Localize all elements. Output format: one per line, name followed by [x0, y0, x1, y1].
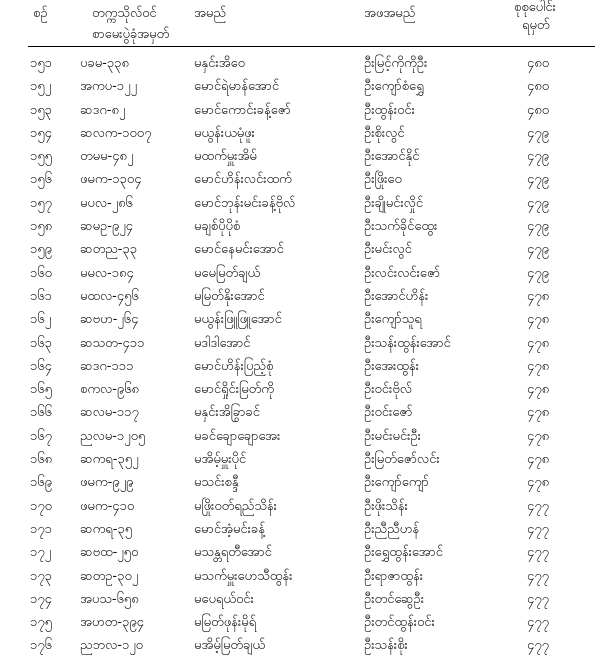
- row-name: မယွန်းဖြူဖြူအောင်: [194, 312, 282, 328]
- table-row: [0, 168, 615, 191]
- row-exam-id: ဆဒဂ-၈၂: [80, 102, 126, 118]
- row-total-score: ၄၇၈: [527, 358, 550, 374]
- row-exam-id: အဟတ-၃၉၄: [80, 615, 144, 631]
- row-total-score: ၄၇၉: [527, 125, 549, 141]
- table-row: [0, 308, 615, 331]
- row-total-score: ၄၈၀: [527, 79, 550, 95]
- row-exam-id: ဆကရ-၃၅၂: [80, 452, 139, 468]
- row-father-name: ဦးမြင့်ကိုကိုဦး: [364, 56, 428, 71]
- row-total-score: ၄၇၉: [527, 195, 549, 211]
- row-name: မောင်အံ့မင်းခန့်: [194, 521, 265, 537]
- row-total-score: ၄၇၉: [527, 149, 549, 165]
- row-number: ၁၆၄: [30, 358, 52, 374]
- table-row: [0, 588, 615, 611]
- row-number: ၁၅၆: [30, 172, 52, 188]
- table-row: [0, 471, 615, 494]
- row-name: မောင်နေမင်းအောင်: [194, 242, 284, 258]
- row-exam-id: ဆကရ-၃၅: [80, 521, 133, 537]
- table-row: [0, 285, 615, 308]
- table-row: [0, 448, 615, 471]
- row-father-name: ဦးရာဇာထွန်း: [364, 568, 423, 584]
- row-exam-id: တမမ-၄၈၂: [80, 149, 134, 165]
- row-name: မသက်မှူးဟေသီထွန်း: [194, 568, 293, 584]
- row-name: မချစ်ပိုပိုစံ: [194, 219, 241, 235]
- header-father-name: အဖအမည်: [364, 6, 416, 21]
- table-row: [0, 634, 615, 657]
- table-row: [0, 75, 615, 98]
- row-father-name: ဦးဖြိုးဝေ: [364, 172, 402, 188]
- row-exam-id: ဆလက-၁၀၀၇: [80, 125, 152, 141]
- row-name: မယွန်းယမုံဖူး: [194, 125, 255, 141]
- row-exam-id: ဖမက-၁၃၀၄: [80, 172, 142, 188]
- row-total-score: ၄၇၇: [527, 545, 549, 561]
- row-total-score: ၄၇၈: [527, 382, 550, 398]
- row-father-name: ဦးကျော်စံရွှေ: [364, 79, 424, 95]
- row-name: မောင်ကောင်းခန့်ဇော်: [194, 102, 291, 118]
- row-father-name: ဦးကျော်သူရ: [364, 312, 422, 328]
- row-total-score: ၄၇၇: [527, 568, 549, 584]
- row-exam-id: ဆတဥ-၃၀၂: [80, 568, 139, 584]
- row-total-score: ၄၇၈: [527, 312, 550, 328]
- row-number: ၁၅၇: [30, 195, 52, 211]
- table-row: [0, 378, 615, 401]
- row-name: မောင်ရဲမာန်အောင်: [194, 79, 280, 95]
- row-exam-id: ဆလမ-၁၁၇: [80, 405, 139, 421]
- row-name: မမြတ်ဖုန်းမိုရ်: [194, 615, 257, 631]
- table-row: [0, 145, 615, 168]
- row-father-name: ဦးမင်းမင်းဦး: [364, 428, 421, 444]
- row-father-name: ဦးညီညီဟန်: [364, 521, 420, 537]
- row-number: ၁၆၈: [30, 452, 53, 468]
- row-total-score: ၄၇၉: [527, 172, 549, 188]
- row-name: မသန္တရတီအောင်: [194, 545, 272, 561]
- row-exam-id: ဆဗထ-၂၅၀: [80, 545, 139, 561]
- row-name: မောင်ဟိန်းပြည့်စုံ: [194, 358, 274, 374]
- header-total-line1: စုစုပေါင်း: [514, 0, 556, 15]
- row-exam-id: ဆသတ-၄၁၁: [80, 335, 145, 351]
- header-exam-id-line2: စာမေးပွဲခုံအမှတ်: [92, 27, 170, 42]
- row-name: မနှင်းအိဝေ: [194, 56, 245, 71]
- row-total-score: ၄၈၀: [527, 102, 550, 118]
- row-total-score: ၄၇၈: [527, 452, 550, 468]
- row-name: မထက်မှူးအိမ်: [194, 149, 257, 165]
- row-exam-id: ညလမ-၁၂၀၅: [80, 428, 146, 444]
- row-name: မခင်ချောချောအေး: [194, 428, 281, 444]
- row-name: မအိမ့်မှူးပိုင်: [194, 452, 247, 468]
- row-number: ၁၇၁: [30, 521, 52, 537]
- table-row: [0, 425, 615, 448]
- table-row: [0, 541, 615, 564]
- row-total-score: ၄၇၇: [527, 615, 549, 631]
- table-row: [0, 611, 615, 634]
- row-exam-id: အပသ-၆၅၈: [80, 591, 139, 607]
- row-father-name: ဦးသန်းထွန်းအောင်: [364, 335, 451, 351]
- row-number: ၁၅၉: [30, 242, 52, 258]
- row-name: မောင်ဟိန်းလင်းထက်: [194, 172, 292, 188]
- row-number: ၁၆၁: [30, 288, 52, 304]
- row-exam-id: စကလ-၉၆၈: [80, 382, 139, 398]
- row-total-score: ၄၇၈: [527, 475, 550, 491]
- row-father-name: ဦးအေးထွန်း: [364, 358, 419, 374]
- row-total-score: ၄၇၇: [527, 591, 549, 607]
- row-number: ၁၇၀: [30, 498, 52, 514]
- row-total-score: ၄၇၇: [527, 498, 549, 514]
- row-father-name: ဦးဝင်းဇော်: [364, 405, 413, 421]
- row-father-name: ဦးဝင်းဗိုလ်: [364, 382, 412, 398]
- row-exam-id: ပခမ-၃၃၈: [80, 56, 129, 71]
- row-exam-id: ဆမဥ-၉၂၄: [80, 219, 133, 235]
- row-exam-id: မမလ-၁၈၄: [80, 265, 134, 281]
- row-father-name: ဦးအောင်နိုင်: [364, 149, 420, 165]
- table-row: [0, 122, 615, 145]
- row-exam-id: ဆတည-၃၃: [80, 242, 138, 258]
- row-total-score: ၄၇၈: [527, 428, 550, 444]
- row-number: ၁၆၃: [30, 335, 52, 351]
- row-exam-id: မပလ-၂၈၆: [80, 195, 133, 211]
- row-total-score: ၄၈၀: [527, 56, 550, 71]
- row-father-name: ဦးလင်းလင်းဇော်: [364, 265, 441, 281]
- row-father-name: ဦးမြတ်ဇော်လင်း: [364, 452, 440, 468]
- row-exam-id: ဖမက-၄၁၀: [80, 498, 135, 514]
- row-exam-id: မထလ-၄၅၆: [80, 288, 139, 304]
- row-number: ၁၆၂: [30, 312, 52, 328]
- row-name: မဒါဒါအောင်: [194, 335, 251, 351]
- row-name: မနှင်းအိခြွာခင်: [194, 405, 260, 421]
- row-number: ၁၅၈: [30, 219, 53, 235]
- row-total-score: ၄၇၈: [527, 335, 550, 351]
- table-row: [0, 518, 615, 541]
- table-row: [0, 401, 615, 424]
- row-father-name: ဦးစိုးလွင်: [364, 125, 405, 141]
- table-row: [0, 52, 615, 75]
- table-row: [0, 565, 615, 588]
- row-father-name: ဦးဖိုးသိန်း: [364, 498, 408, 514]
- table-row: [0, 99, 615, 122]
- header-exam-id-line1: တက္ကသိုလ်ဝင်: [92, 6, 157, 21]
- row-father-name: ဦးချိုမင်းလှိုင်: [364, 195, 424, 211]
- row-name: မသင်းစန္ဒီ: [194, 475, 239, 491]
- table-row: [0, 262, 615, 285]
- row-total-score: ၄၇၉: [527, 265, 549, 281]
- row-exam-id: ဆဗဟ-၂၆၄: [80, 312, 139, 328]
- header-divider: [28, 46, 595, 47]
- row-exam-id: ညဘလ-၁၂၀: [80, 638, 143, 654]
- table-body: [0, 52, 615, 658]
- row-father-name: ဦးကျော်ကျော်: [364, 475, 429, 491]
- row-father-name: ဦးထွန်းဝင်း: [364, 102, 415, 118]
- table-row: [0, 355, 615, 378]
- row-total-score: ၄၇၇: [527, 638, 549, 654]
- row-number: ၁၅၃: [30, 102, 52, 118]
- row-number: ၁၅၂: [30, 79, 52, 95]
- table-row: [0, 238, 615, 261]
- row-father-name: ဦးသက်ခိုင်ထွေး: [364, 219, 438, 235]
- row-father-name: ဦးမင်းလွင်: [364, 242, 412, 258]
- row-total-score: ၄၇၉: [527, 242, 549, 258]
- row-father-name: ဦးအောင်ဟိန်း: [364, 288, 429, 304]
- header-no: စဉ်: [33, 6, 48, 21]
- row-name: မပေရယ်ဝင်း: [194, 591, 254, 607]
- row-number: ၁၇၅: [30, 615, 52, 631]
- header-total-line2: ရမှတ်: [522, 18, 550, 33]
- row-number: ၁၆၆: [30, 405, 52, 421]
- row-total-score: ၄၇၇: [527, 521, 549, 537]
- row-number: ၁၆၀: [30, 265, 52, 281]
- row-name: မောင်ဘုန်းမင်းခန့်ဗိုလ်: [194, 195, 296, 211]
- row-total-score: ၄၇၈: [527, 405, 550, 421]
- row-number: ၁၇၄: [30, 591, 52, 607]
- header-name: အမည်: [194, 6, 226, 21]
- row-name: မမေမြတ်ချယ်: [194, 265, 261, 281]
- row-number: ၁၇၆: [30, 638, 52, 654]
- row-number: ၁၇၃: [30, 568, 52, 584]
- row-name: မမြတ်နိုးအောင်: [194, 288, 265, 304]
- row-name: မအိမ့်မြတ်ချယ်: [194, 638, 266, 654]
- row-name: မောင်ရှိုင်းမြတ်ကို: [194, 382, 275, 398]
- row-total-score: ၄၇၉: [527, 219, 549, 235]
- row-name: မဖြိုးဝတ်ရည်သိန်း: [194, 498, 277, 514]
- row-number: ၁၅၁: [30, 56, 52, 71]
- row-father-name: ဦးသန်းစိုး: [364, 638, 408, 654]
- row-number: ၁၇၂: [30, 545, 52, 561]
- row-total-score: ၄၇၈: [527, 288, 550, 304]
- row-father-name: ဦးတင်ထွန်းဝင်း: [364, 615, 435, 631]
- row-exam-id: ဖမက-၉၂၉: [80, 475, 134, 491]
- row-number: ၁၅၄: [30, 125, 52, 141]
- row-number: ၁၆၅: [30, 382, 52, 398]
- row-exam-id: အကပ-၁၂၂: [80, 79, 137, 95]
- row-number: ၁၅၅: [30, 149, 52, 165]
- table-row: [0, 495, 615, 518]
- row-number: ၁၆၉: [30, 475, 52, 491]
- table-header: [0, 0, 615, 46]
- table-row: [0, 215, 615, 238]
- row-father-name: ဦးတင်ဆွေဦး: [364, 591, 425, 607]
- table-row: [0, 332, 615, 355]
- table-row: [0, 192, 615, 215]
- row-father-name: ဦးရွှေထွန်းအောင်: [364, 545, 443, 561]
- row-exam-id: ဆဒဂ-၁၁၁: [80, 358, 134, 374]
- row-number: ၁၆၇: [30, 428, 52, 444]
